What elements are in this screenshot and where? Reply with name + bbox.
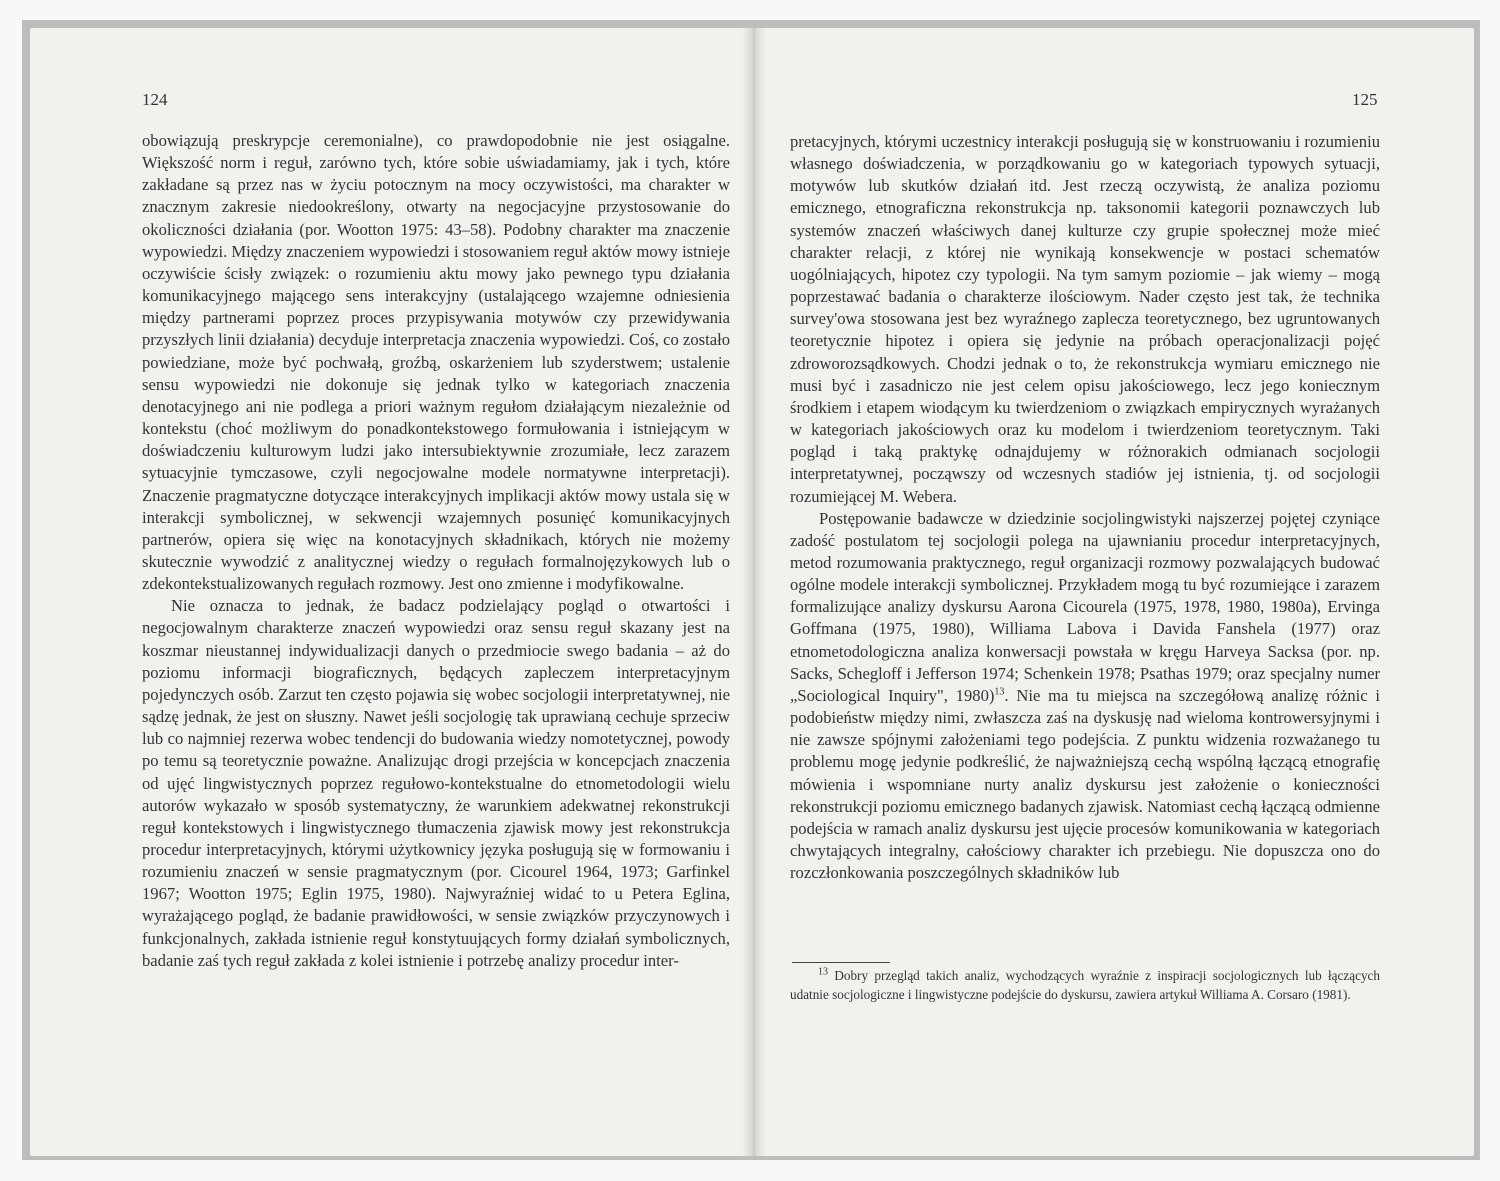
book-gutter: [742, 28, 766, 1156]
left-page-number: 124: [142, 90, 168, 109]
right-paragraph-2-part-2: . Nie ma tu miejsca na szczegółową analizę różnic i podobieństw między nimi, zwłaszcza zaś na dyskusję nad wieloma kontrowersyjnymi i nie zawsze spójnymi założeniami tego podejścia. Z punktu widzenia rozważanego tu problemu mogę jedynie podkreślić, że najważniejszą cechą wspólną łączącą etnografię mówienia i wspomniane nurty analiz dyskursu jest założenie o konieczności rekonstrukcji poziomu emicznego badanych zjawisk. Natomiast cechą łączącą odmienne podejścia w ramach analiz dyskursu jest ujęcie procesów komunikowania w kategoriach chwytających integralny, całościowy charakter ich przebiegu. Nie dopuszcza ono do rozczłonkowania poszczególnych składników lub: [790, 685, 1381, 883]
right-paragraph-1: pretacyjnych, którymi uczestnicy interakcji posługują się w konstruowaniu i rozumieniu własnego doświadczenia, w porządkowaniu go w kategoriach typowych sytuacji, motywów lub skutków działań itd. Jest rzeczą oczywistą, że analiza poziomu emicznego, etnograficzna rekonstrukcja np. taksonomii kategorii poznawczych lub systemów znaczeń właściwych danej kulturze czy grupie społecznej może mieć charakter relacji, z której nie wynikają konsekwencje w postaci schematów uogólniających, hipotez czy typologii. Na tym samym poziomie – jak wiemy – mogą poprzestawać badania o charakterze ilościowym. Nader często jest tak, że technika survey'owa stosowana jest bez wyraźnego zaplecza teoretycznego, bez ugruntowanych teoretycznie hipotez i opiera się jedynie na próbach operacjonalizacji pojęć zdroworozsądkowych. Chodzi jednak o to, że rekonstrukcja wymiaru emicznego nie musi być i zasadniczo nie jest celem opisu jakościowego, lecz jego koniecznym środkiem i etapem wiodącym ku twierdzeniom o związkach empirycznych wyrażanych w kategoriach jakościowych oraz ku modelom i twierdzeniom teoretycznym. Taki pogląd i taką praktykę odnajdujemy w różnorakich odmianach socjologii interpretatywnej, począwszy od wczesnych stadiów jej istnienia, tj. od socjologii rozumiejącej M. Webera.: [790, 132, 1380, 506]
right-paragraph-2: [790, 508, 1380, 885]
footnote: [790, 967, 1380, 1004]
left-paragraph-2: Nie oznacza to jednak, że badacz podzielający pogląd o otwartości i negocjowalnym charakterze znaczeń wypowiedzi oraz sensu reguł skazany jest na koszmar nieustannej indywidualizacji danych o przedmiocie swego badania – aż do poziomu informacji biograficznych, będących zapleczem interpretacyjnym pojedynczych osób. Zarzut ten często pojawia się wobec socjologii interpretatywnej, nie sądzę jednak, że jest on słuszny. Nawet jeśli socjologię tak uprawianą cechuje sprzeciw lub co najmniej rezerwa wobec tendencji do budowania wiedzy nomotetycznej, powody po temu są teoretycznie poważne. Analizując drogi przejścia w koncepcjach znaczenia od ujęć lingwistycznych poprzez regułowo-kontekstualne do etnometodologii wielu autorów wykazało w sposób systematyczny, że warunkiem adekwatnej rekonstrukcji reguł kontekstowych i lingwistycznego tłumaczenia zjawisk mowy jest rekonstrukcja procedur interpretacyjnych, którymi użytkownicy języka posługują się w formowaniu i rozumieniu znaczeń w sensie pragmatycznym (por. Cicourel 1964, 1973; Garfinkel 1967; Wootton 1975; Eglin 1975, 1980). Najwyraźniej widać to u Petera Eglina, wyrażającego pogląd, że badanie prawidłowości, w sensie związków przyczynowych i funkcjonalnych, zakłada istnienie reguł konstytuujących formy działań symbolicznych, badanie zaś tych reguł zakłada z kolei istnienie i potrzebę analizy procedur inter-: [142, 596, 730, 970]
footnote-marker: 13: [818, 966, 828, 978]
left-page-body: [142, 130, 730, 972]
left-paragraph-1: obowiązują preskrypcje ceremonialne), co prawdopodobnie nie jest osiągalne. Większość norm i reguł, zarówno tych, które sobie uświadamiamy, jak i tych, które zakładane są przez nas w życiu potocznym na mocy oczywistości, ma charakter w znacznym zakresie niedookreślony, otwarty na negocjacyjne przystosowanie do okoliczności działania (por. Wootton 1975: 43–58). Podobny charakter ma znaczenie wypowiedzi. Między znaczeniem wypowiedzi i stosowaniem reguł aktów mowy istnieje oczywiście ścisły związek: o rozumieniu aktu mowy jako pewnego typu działania komunikacyjnego mającego sens interakcyjny (ustalającego wzajemne odniesienia między partnerami poprzez proces przypisywania motywów czy przewidywania przyszłych linii działania) decyduje interpretacja znaczenia wypowiedzi. Coś, co zostało powiedziane, może być pochwałą, groźbą, oskarżeniem lub szyderstwem; ustalenie sensu wypowiedzi nie dokonuje się jednak tylko w kategoriach znaczenia denotacyjnego ani nie podlega a priori ważnym regułom działającym niezależnie od kontekstu (choć możliwym do ponadkontekstowego formułowania i istniejącym w doświadczeniu kulturowym ludzi jako intersubiektywnie zrozumiałe, lecz zarazem sytuacyjnie tymczasowe, czyli negocjowalne modele normatywne interpretacji). Znaczenie pragmatyczne dotyczące interakcyjnych implikacji aktów mowy ustala się w interakcji symbolicznej, w sekwencji wzajemnych posunięć komunikacyjnych partnerów, opiera się więc na konotacyjnych składnikach, których nie możemy skutecznie wywodzić z analitycznej wiedzy o regułach formalnojęzykowych lub o zdekontekstualizowanych regułach rozmowy. Jest ono zmienne i modyfikowalne.: [142, 131, 731, 594]
right-page-number: 125: [1352, 90, 1378, 109]
right-page-body: [790, 131, 1380, 884]
footnote-separator: [792, 962, 890, 963]
footnote-reference: 13: [994, 686, 1005, 698]
footnote-text: Dobry przegląd takich analiz, wychodzących wyraźnie z inspiracji socjologicznych lub łączących udatnie socjologiczne i lingwistyczne podejście do dyskursu, zawiera artykuł Williama A. Corsaro (1981).: [790, 968, 1380, 1002]
right-paragraph-2-part-1: Postępowanie badawcze w dziedzinie socjolingwistyki najszerzej pojętej czyniące zadość postulatom tej socjologii polega na ujawnianiu procedur interpretacyjnych, metod rozumowania praktycznego, reguł organizacji rozmowy pozwalających budować ogólne modele interakcji symbolicznej. Przykładem mogą tu być rozumiejące i zarazem formalizujące analizy dyskursu Aarona Cicourela (1975, 1978, 1980, 1980a), Ervinga Goffmana (1975, 1980), Williama Labova i Davida Fanshela (1977) oraz etnometodologiczna analiza konwersacji powstała w kręgu Harveya Sacksa (por. np. Sacks, Schegloff i Jefferson 1974; Schenkein 1978; Psathas 1979; oraz specjalny numer „Sociological Inquiry", 1980): [790, 508, 1380, 705]
